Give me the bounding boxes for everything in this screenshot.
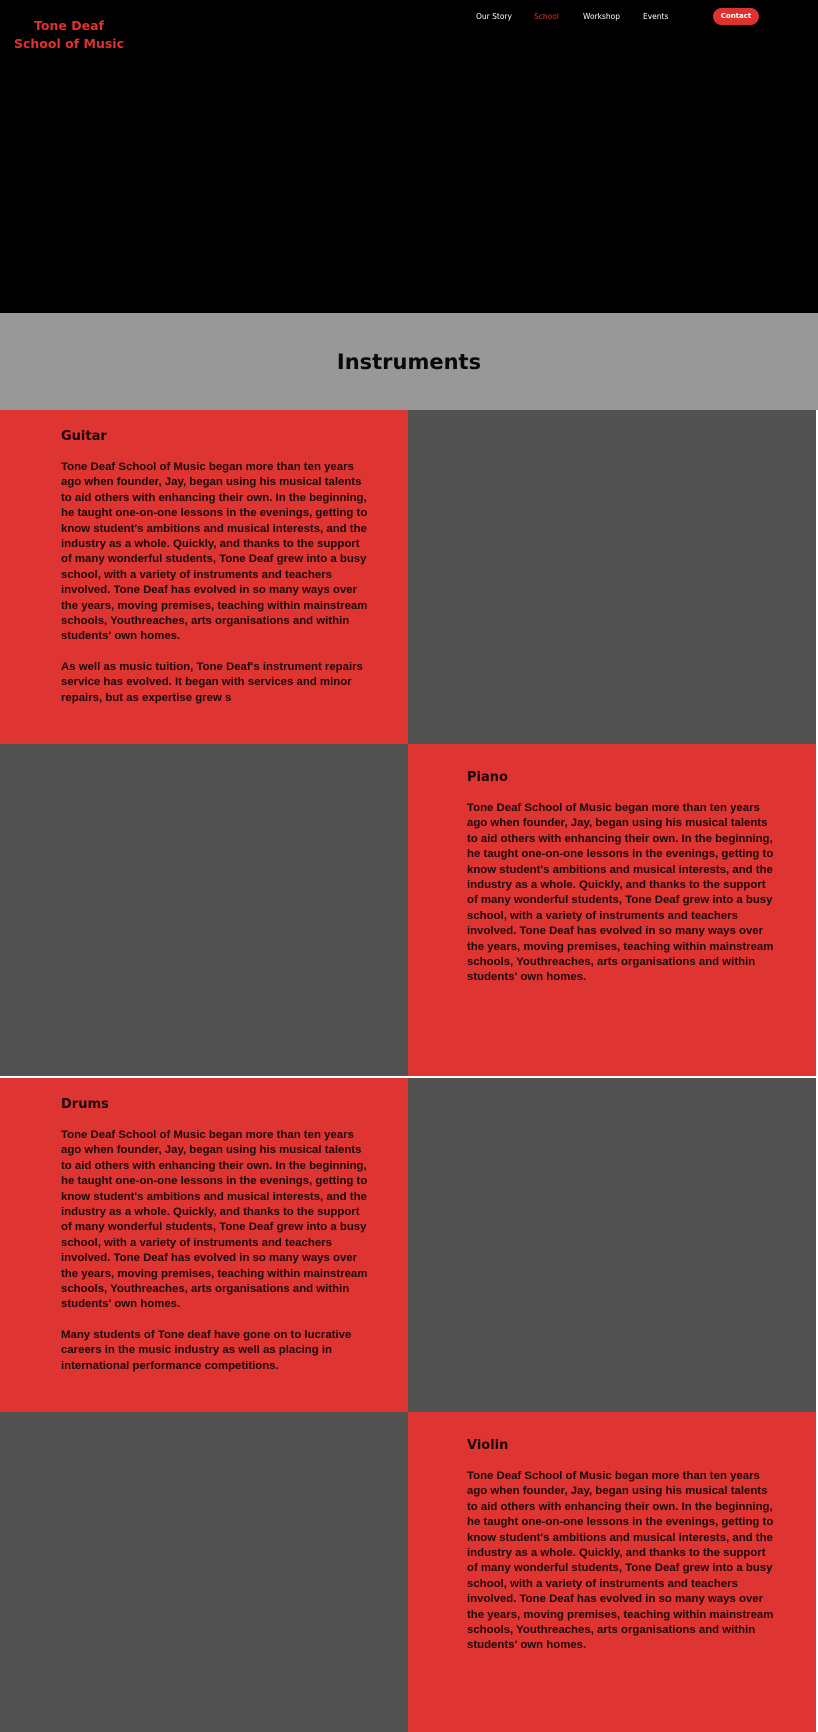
contact-button[interactable]: Contact	[713, 8, 759, 25]
logo-line-1: Tone Deaf	[34, 18, 104, 33]
guitar-image-panel	[408, 410, 816, 744]
instrument-title-drums: Drums	[61, 1097, 109, 1112]
piano-paragraph-1: Tone Deaf School of Music began more than ten years ago when founder, Jay, began using his musical talents to aid others with enhancing their own. In the beginning, he taught one-on-one lessons in the evenings, getting to know student's ambitions and musical interests, and the industry as a whole. Quickly, and thanks to the support of many wonderful students, Tone Deaf grew into a busy school, with a variety of instruments and teachers involved. Tone Deaf has evolved in so many ways over the years, moving premises, teaching within mainstream schools, Youthreaches, arts organisations and within students' own homes.	[467, 802, 774, 984]
nav-item-workshop[interactable]: Workshop	[583, 12, 621, 21]
hero-banner	[0, 0, 818, 313]
instrument-title-piano: Piano	[467, 770, 508, 785]
nav-item-our-story[interactable]: Our Story	[476, 12, 512, 21]
piano-text-panel	[408, 744, 816, 1076]
drums-image-panel	[408, 1078, 816, 1412]
instrument-title-violin: Violin	[467, 1438, 509, 1453]
guitar-text-panel	[0, 410, 408, 744]
instruments-heading-band	[0, 313, 818, 410]
nav-item-school[interactable]: School	[534, 12, 559, 21]
guitar-paragraph-2: As well as music tuition, Tone Deaf's instrument repairs service has evolved. It began with services and minor repairs, but as expertise grew s	[61, 660, 363, 704]
violin-paragraph-1: Tone Deaf School of Music began more than ten years ago when founder, Jay, began using his musical talents to aid others with enhancing their own. In the beginning, he taught one-on-one lessons in the evenings, getting to know student's ambitions and musical interests, and the industry as a whole. Quickly, and thanks to the support of many wonderful students, Tone Deaf grew into a busy school, with a variety of instruments and teachers involved. Tone Deaf has evolved in so many ways over the years, moving premises, teaching within mainstream schools, Youthreaches, arts organisations and within students' own homes.	[467, 1470, 774, 1652]
instrument-title-guitar: Guitar	[61, 429, 107, 444]
piano-image-panel	[0, 744, 408, 1076]
drums-text-panel	[0, 1078, 408, 1412]
piano-content	[467, 770, 777, 1001]
violin-content	[467, 1438, 777, 1669]
violin-image-panel	[0, 1412, 408, 1732]
drums-paragraph-1: Tone Deaf School of Music began more than ten years ago when founder, Jay, began using his musical talents to aid others with enhancing their own. In the beginning, he taught one-on-one lessons in the evenings, getting to know student's ambitions and musical interests, and the industry as a whole. Quickly, and thanks to the support of many wonderful students, Tone Deaf grew into a busy school, with a variety of instruments and teachers involved. Tone Deaf has evolved in so many ways over the years, moving premises, teaching within mainstream schools, Youthreaches, arts organisations and within students' own homes.	[61, 1129, 368, 1311]
violin-text-panel	[408, 1412, 816, 1732]
drums-paragraph-2: Many students of Tone deaf have gone on to lucrative careers in the music industry as well as placing in international performance competitions.	[61, 1328, 352, 1372]
section-title: Instruments	[336, 350, 482, 374]
drums-content	[61, 1097, 371, 1389]
guitar-content	[61, 429, 371, 721]
guitar-paragraph-1: Tone Deaf School of Music began more than ten years ago when founder, Jay, began using his musical talents to aid others with enhancing their own. In the beginning, he taught one-on-one lessons in the evenings, getting to know student's ambitions and musical interests, and the industry as a whole. Quickly, and thanks to the support of many wonderful students, Tone Deaf grew into a busy school, with a variety of instruments and teachers involved. Tone Deaf has evolved in so many ways over the years, moving premises, teaching within mainstream schools, Youthreaches, arts organisations and within students' own homes.	[61, 461, 368, 643]
site-logo[interactable]	[10, 17, 128, 53]
nav-item-events[interactable]: Events	[643, 12, 669, 21]
main-nav	[0, 12, 818, 22]
logo-line-2: School of Music	[14, 36, 124, 51]
